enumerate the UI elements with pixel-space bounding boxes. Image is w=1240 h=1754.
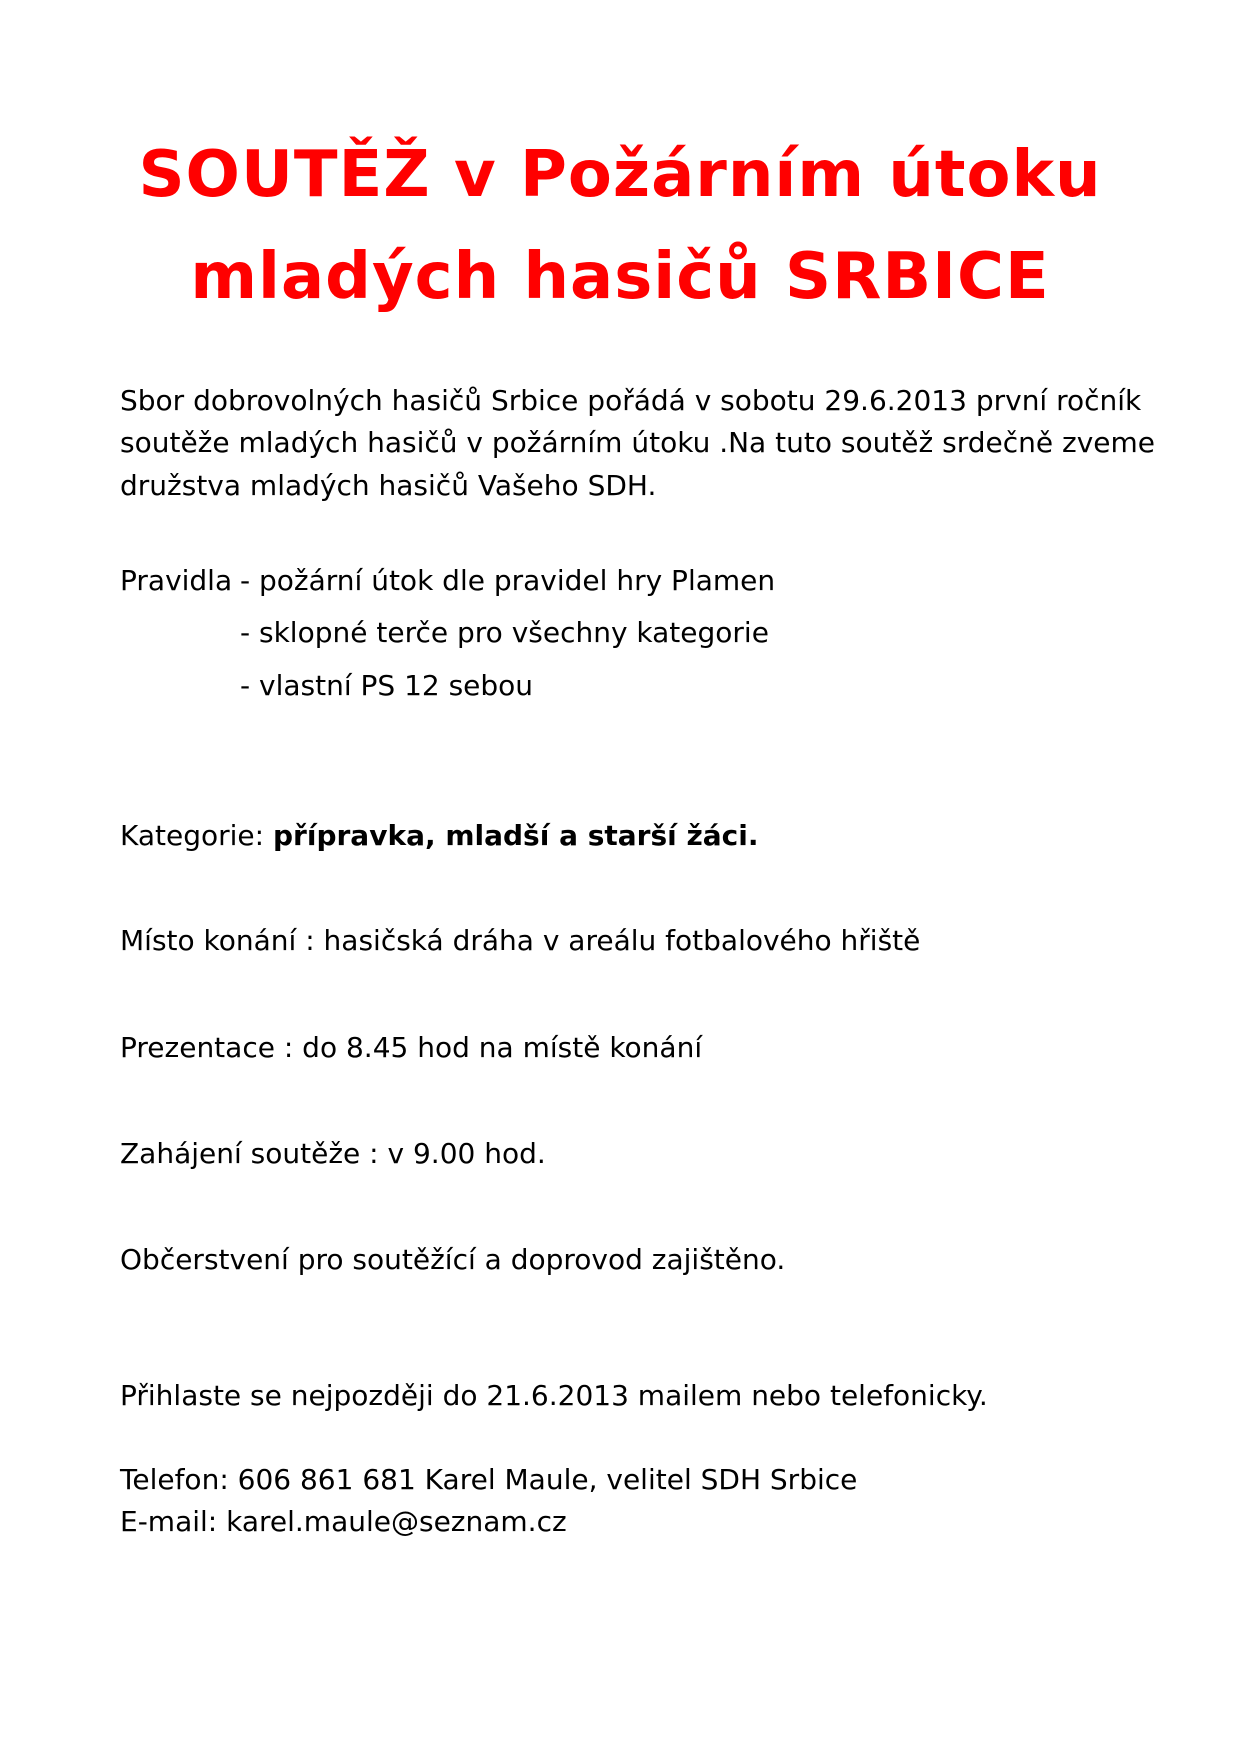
contact-email[interactable]: E-mail: karel.maule@seznam.cz: [120, 1505, 567, 1538]
venue-line: Místo konání : hasičská dráha v areálu fotbalového hřiště: [120, 924, 921, 957]
page-title-line-2: mladých hasičů SRBICE: [190, 240, 1050, 314]
intro-line-2: soutěže mladých hasičů v požárním útoku .Na tuto soutěž srdečně zveme: [120, 426, 1155, 459]
contact-phone: Telefon: 606 861 681 Karel Maule, velitel SDH Srbice: [120, 1463, 858, 1496]
start-line: Zahájení soutěže : v 9.00 hod.: [120, 1137, 546, 1170]
page-title-line-1: SOUTĚŽ v Požárním útoku: [138, 138, 1102, 212]
registration-line: Přihlaste se nejpozději do 21.6.2013 mailem nebo telefonicky.: [120, 1379, 988, 1412]
rules-item: - požární útok dle pravidel hry Plamen: [240, 564, 776, 597]
rules-label: Pravidla: [120, 564, 233, 597]
rules-item: - sklopné terče pro všechny kategorie: [240, 616, 769, 649]
intro-line-1: Sbor dobrovolných hasičů Srbice pořádá v sobotu 29.6.2013 první ročník: [120, 384, 1142, 417]
category-value: přípravka, mladší a starší žáci.: [273, 819, 759, 852]
rules-item: - vlastní PS 12 sebou: [240, 669, 534, 702]
category-line: [120, 816, 759, 856]
intro-line-3: družstva mladých hasičů Vašeho SDH.: [120, 469, 657, 502]
presentation-line: Prezentace : do 8.45 hod na místě konání: [120, 1031, 703, 1064]
refreshments-line: Občerstvení pro soutěžící a doprovod zajištěno.: [120, 1243, 786, 1276]
category-label: Kategorie:: [120, 819, 273, 852]
